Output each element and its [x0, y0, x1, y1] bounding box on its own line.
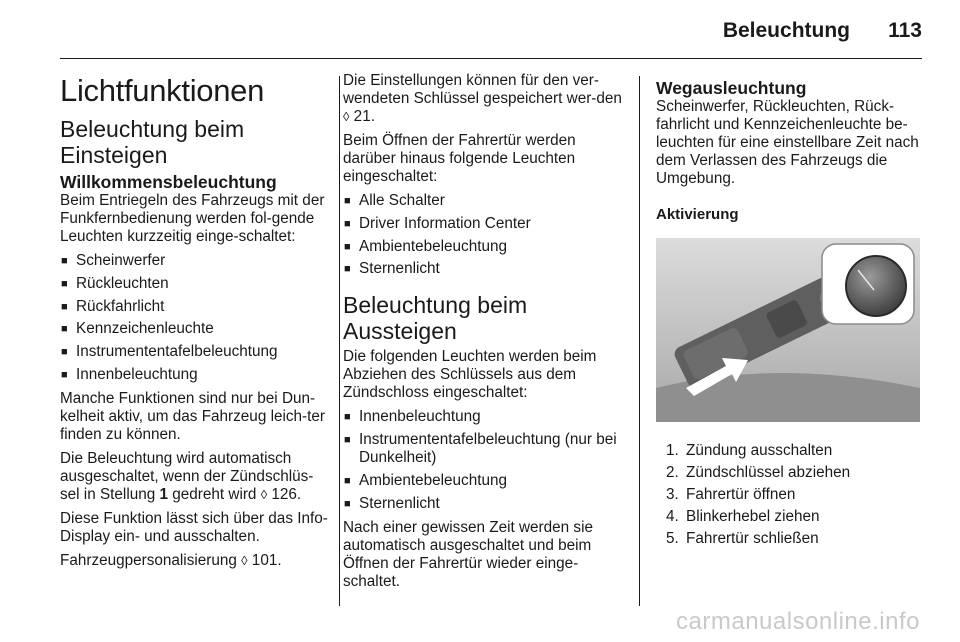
bullet-icon: ■ [61, 346, 68, 359]
bullet-list [60, 252, 328, 384]
list-item [60, 298, 328, 316]
list-item [343, 215, 625, 233]
bullet-icon: ■ [61, 255, 68, 267]
paragraph: Beim Entriegeln des Fahrzeugs mit der Funkfernbedienung werden fol-gende Leuchten kurzzeitig einge-schaltet: [60, 192, 325, 245]
section-heading-aussteigen: Beleuchtung beim Aussteigen [343, 292, 528, 345]
bullet-icon: ■ [344, 195, 351, 207]
list-item [343, 260, 625, 278]
bullet-icon: ■ [344, 497, 351, 510]
list-item [60, 320, 328, 338]
bullet-list [343, 408, 625, 512]
step-number: 2. [666, 464, 679, 481]
list-item-text: Sternenlicht [359, 260, 440, 278]
bullet-icon: ■ [344, 240, 351, 253]
list-item [343, 431, 625, 467]
list-item-text: Driver Information Center [359, 214, 531, 232]
list-item [60, 275, 328, 293]
text-run: Die Beleuchtung wird automatisch ausgeschaltet, wenn der Zündschlüs-sel in Stellung [60, 449, 314, 503]
paragraph: Die folgenden Leuchten werden beim Abziehen des Schlüssels aus dem Zündschloss eingeschaltet: [343, 348, 597, 402]
step-list [656, 442, 924, 548]
step-item [666, 530, 924, 548]
page-title: Lichtfunktionen [60, 73, 265, 108]
paragraph: Nach einer gewissen Zeit werden sie automatisch ausgeschaltet und beim Öffnen der Fahrertür wieder einge-schaltet. [343, 518, 593, 590]
section-heading-einsteigen: Beleuchtung beim Einsteigen [60, 116, 245, 168]
list-item-text: Alle Schalter [359, 192, 445, 209]
step-number: 5. [666, 530, 679, 547]
page-header [0, 0, 960, 64]
lever-illustration-svg [656, 238, 920, 422]
chapter-title: Beleuchtung [722, 19, 850, 42]
subheading-wegausleuchtung: Wegausleuchtung [656, 78, 807, 98]
page-ref-icon: ◊ [241, 552, 248, 568]
watermark: carmanualsonline.info [676, 608, 920, 635]
bullet-icon: ■ [344, 434, 351, 447]
list-item-text: Innenbeleuchtung [76, 365, 198, 383]
paragraph: Manche Funktionen sind nur bei Dun-kelheit aktiv, um das Fahrzeug leich-ter finden zu können. [60, 389, 325, 443]
paragraph: Scheinwerfer, Rückleuchten, Rück-fahrlicht und Kennzeichenleuchte be-leuchten für eine einstellbare Zeit nach dem Verlassen des Fahrzeugs die Umgebung. [656, 98, 919, 187]
list-item [343, 238, 625, 256]
page-reference-link[interactable]: 126. [267, 485, 302, 503]
page-reference-link[interactable]: 101. [247, 551, 282, 569]
step-text: Zündschlüssel abziehen [686, 464, 851, 481]
list-item-text: Scheinwerfer [76, 252, 166, 269]
list-item [343, 408, 625, 426]
page-reference-link[interactable]: 21. [349, 108, 375, 125]
list-item [343, 192, 625, 210]
bullet-icon: ■ [61, 277, 68, 290]
list-item-text: Kennzeichenleuchte [76, 320, 214, 338]
bullet-list [343, 192, 625, 278]
turn-signal-lever-illustration [656, 238, 920, 422]
column-1 [60, 72, 328, 576]
bullet-icon: ■ [61, 300, 68, 313]
bullet-icon: ■ [61, 323, 68, 336]
text-run: gedreht wird [168, 485, 261, 503]
bullet-icon: ■ [344, 474, 351, 487]
list-item-text: Ambientebeleuchtung [359, 237, 507, 255]
bullet-icon: ■ [344, 411, 351, 424]
bullet-icon: ■ [344, 217, 351, 230]
list-item [343, 472, 625, 490]
list-item [60, 366, 328, 384]
step-text: Fahrertür schließen [686, 530, 819, 547]
page-ref-icon: ◊ [343, 109, 350, 124]
list-item [60, 252, 328, 270]
list-item [343, 495, 625, 513]
step-text: Blinkerhebel ziehen [686, 508, 820, 525]
list-item-text: Ambientebeleuchtung [359, 471, 507, 489]
bullet-icon: ■ [61, 368, 68, 381]
paragraph [343, 72, 625, 126]
position-label: 1 [159, 485, 169, 503]
column-2 [343, 72, 625, 597]
list-item-text: Instrumententafelbeleuchtung (nur bei Dunkelheit) [359, 431, 617, 467]
paragraph [60, 552, 328, 570]
subheading-willkommen: Willkommensbeleuchtung [60, 172, 277, 192]
step-text: Fahrertür öffnen [686, 486, 796, 503]
text-run: Fahrzeugpersonalisierung [60, 551, 242, 569]
paragraph: Beim Öffnen der Fahrertür werden darüber hinaus folgende Leuchten eingeschaltet: [343, 132, 576, 185]
column-divider-2 [639, 76, 640, 606]
list-item-text: Innenbeleuchtung [359, 408, 481, 426]
list-item-text: Rückleuchten [76, 274, 169, 292]
paragraph [60, 450, 328, 504]
text-run: Die Einstellungen können für den ver-wendeten Schlüssel gespeichert wer-den [343, 72, 622, 107]
step-item [666, 508, 924, 526]
step-item [666, 464, 924, 482]
subheading-aktivierung: Aktivierung [656, 206, 739, 223]
bullet-icon: ■ [344, 263, 351, 276]
list-item-text: Instrumententafelbeleuchtung [76, 343, 278, 361]
list-item [60, 343, 328, 361]
step-item [666, 486, 924, 504]
step-number: 3. [666, 486, 679, 503]
column-3 [656, 72, 924, 552]
step-text: Zündung ausschalten [686, 442, 833, 459]
list-item-text: Rückfahrlicht [76, 297, 165, 315]
step-number: 4. [666, 508, 679, 525]
header-divider [60, 58, 922, 59]
list-item-text: Sternenlicht [359, 494, 440, 512]
step-number: 1. [666, 442, 679, 459]
paragraph: Diese Funktion lässt sich über das Info-Display ein- und ausschalten. [60, 509, 328, 545]
step-item [666, 442, 924, 460]
column-divider-1 [339, 76, 340, 606]
page-ref-icon: ◊ [260, 486, 268, 502]
page-number: 113 [888, 19, 922, 42]
